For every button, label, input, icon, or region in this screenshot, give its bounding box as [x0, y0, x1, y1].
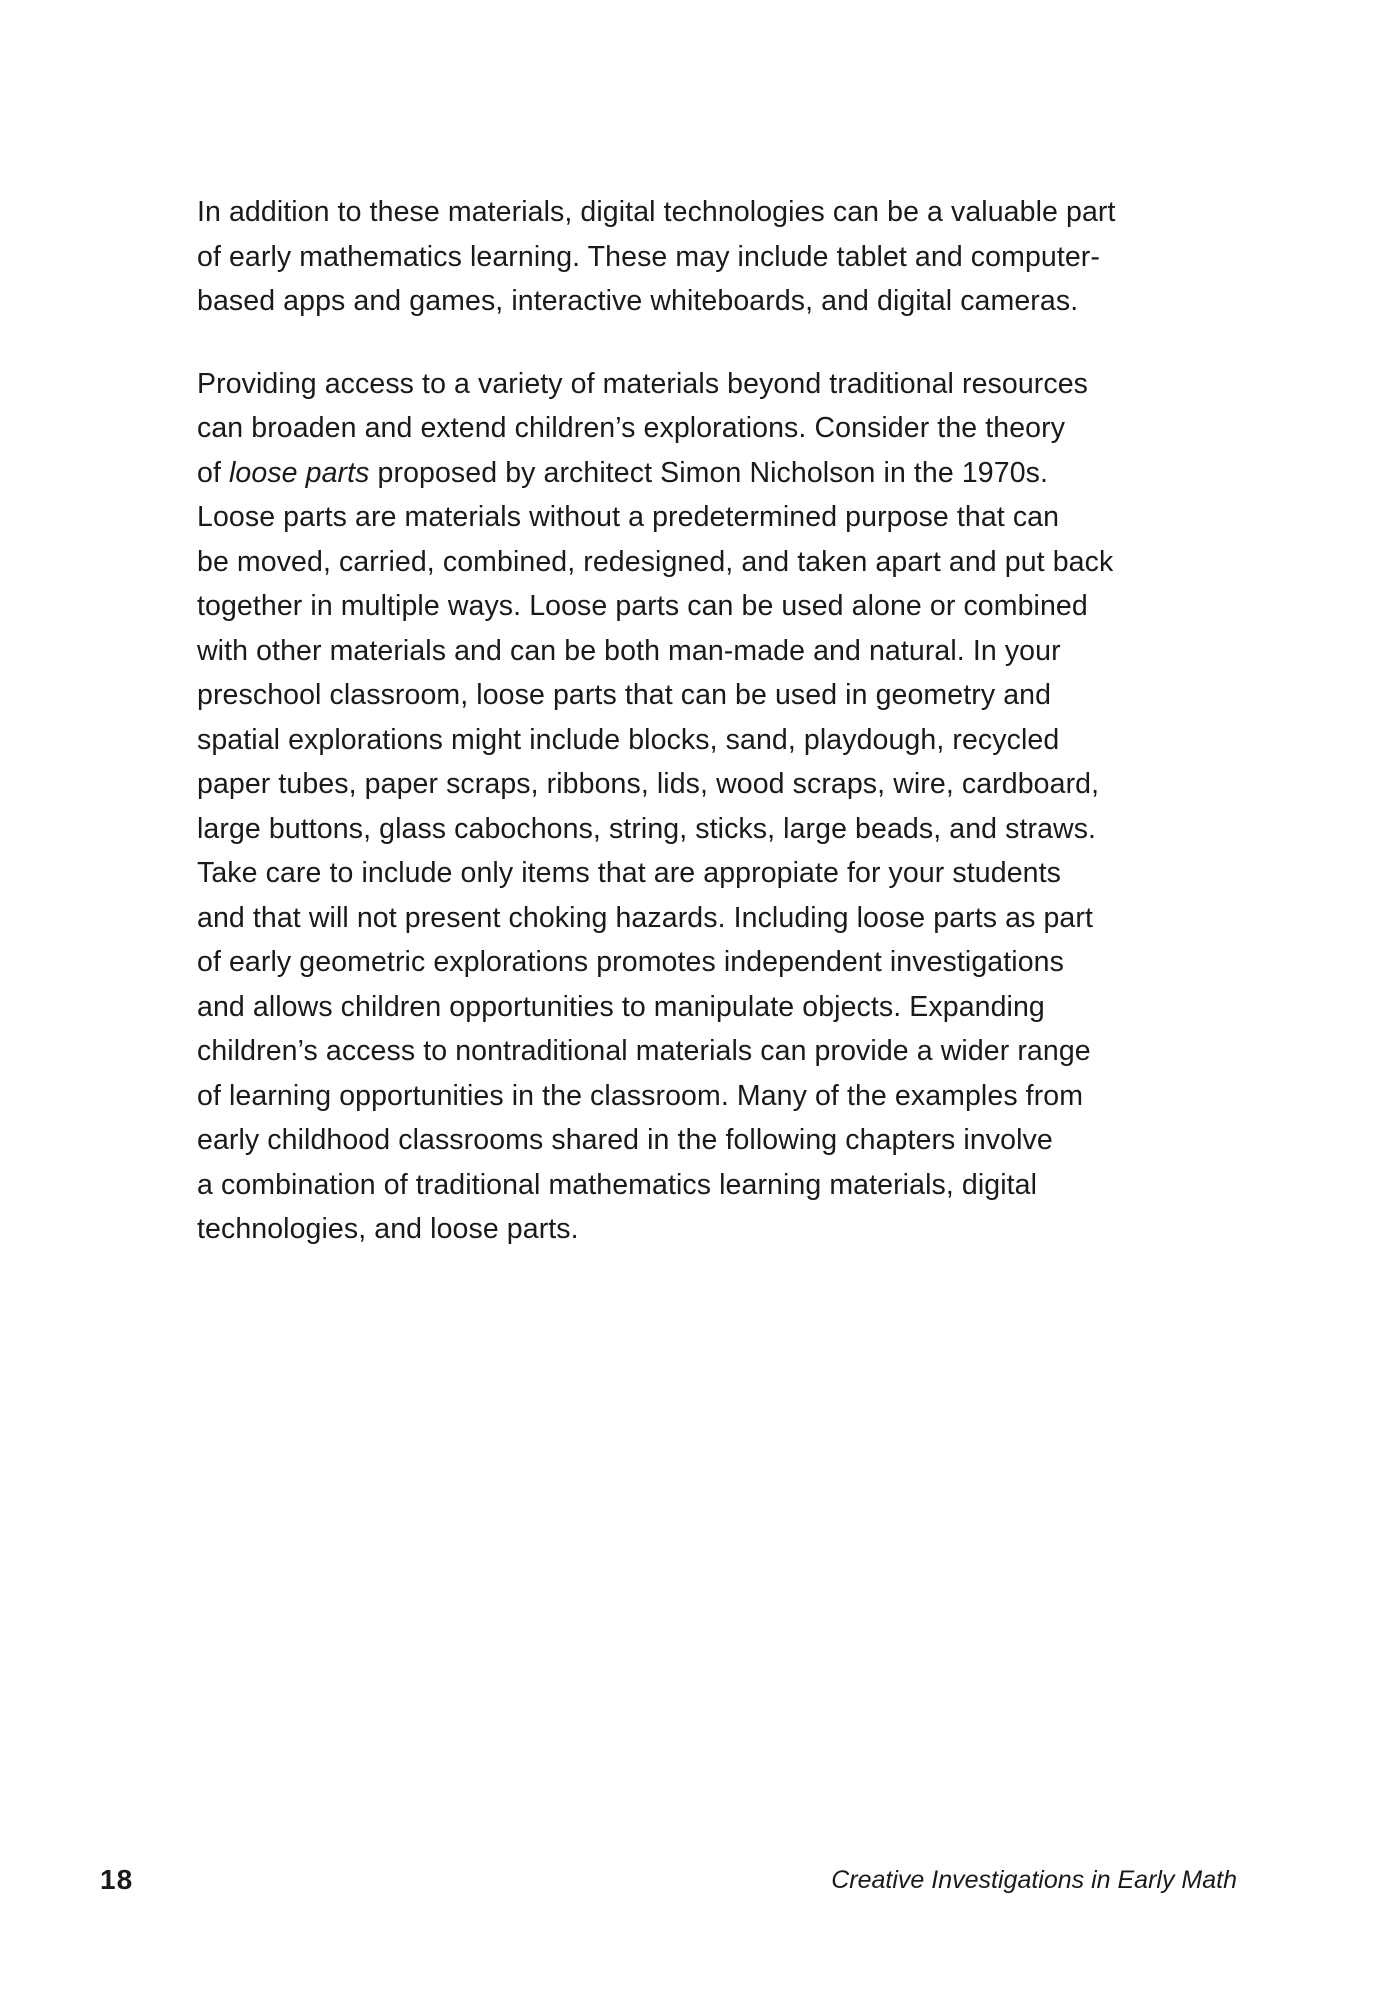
text-line: preschool classroom, loose parts that can be used in geometry and	[197, 679, 1052, 711]
text-line: of early mathematics learning. These may include tablet and computer-	[197, 240, 1100, 273]
line-prefix: of	[197, 456, 229, 489]
text-line: paper tubes, paper scraps, ribbons, lids, wood scraps, wire, cardboard,	[197, 768, 1100, 800]
text-line: technologies, and loose parts.	[197, 1213, 579, 1245]
text-line: based apps and games, interactive whiteboards, and digital cameras.	[197, 285, 1079, 317]
text-line: can broaden and extend children’s explorations. Consider the theory	[197, 412, 1066, 444]
text-line: Loose parts are materials without a predetermined purpose that can	[197, 501, 1060, 533]
page-number: 18	[100, 1864, 134, 1895]
text-line: Providing access to a variety of materials beyond traditional resources	[197, 367, 1089, 400]
line-suffix: proposed by architect Simon Nicholson in the 1970s.	[369, 456, 1049, 489]
text-line: children’s access to nontraditional materials can provide a wider range	[197, 1035, 1091, 1067]
text-line: Take care to include only items that are appropiate for your students	[197, 857, 1061, 889]
text-line: and allows children opportunities to manipulate objects. Expanding	[197, 990, 1045, 1023]
text-line: of early geometric explorations promotes independent investigations	[197, 946, 1064, 978]
text-line: together in multiple ways. Loose parts can be used alone or combined	[197, 590, 1088, 622]
text-line: early childhood classrooms shared in the following chapters involve	[197, 1124, 1053, 1156]
running-footer-title: Creative Investigations in Early Math	[831, 1866, 1237, 1894]
text-line: a combination of traditional mathematics learning materials, digital	[197, 1168, 1038, 1201]
text-line: large buttons, glass cabochons, string, sticks, large beads, and straws.	[197, 812, 1097, 845]
text-line: with other materials and can be both man-made and natural. In your	[197, 634, 1061, 667]
text-line: In addition to these materials, digital technologies can be a valuable part	[197, 196, 1116, 228]
body-text	[197, 190, 1197, 1252]
text-line: of learning opportunities in the classroom. Many of the examples from	[197, 1079, 1084, 1112]
text-line: spatial explorations might include blocks, sand, playdough, recycled	[197, 723, 1060, 756]
text-line: and that will not present choking hazards. Including loose parts as part	[197, 901, 1093, 934]
text-line: be moved, carried, combined, redesigned, and taken apart and put back	[197, 545, 1114, 578]
paragraph-loose-parts	[197, 362, 1197, 1252]
emphasized-term: loose parts	[229, 456, 370, 489]
paragraph-digital-technologies	[197, 190, 1197, 324]
text-line-with-emphasis	[197, 451, 1197, 496]
